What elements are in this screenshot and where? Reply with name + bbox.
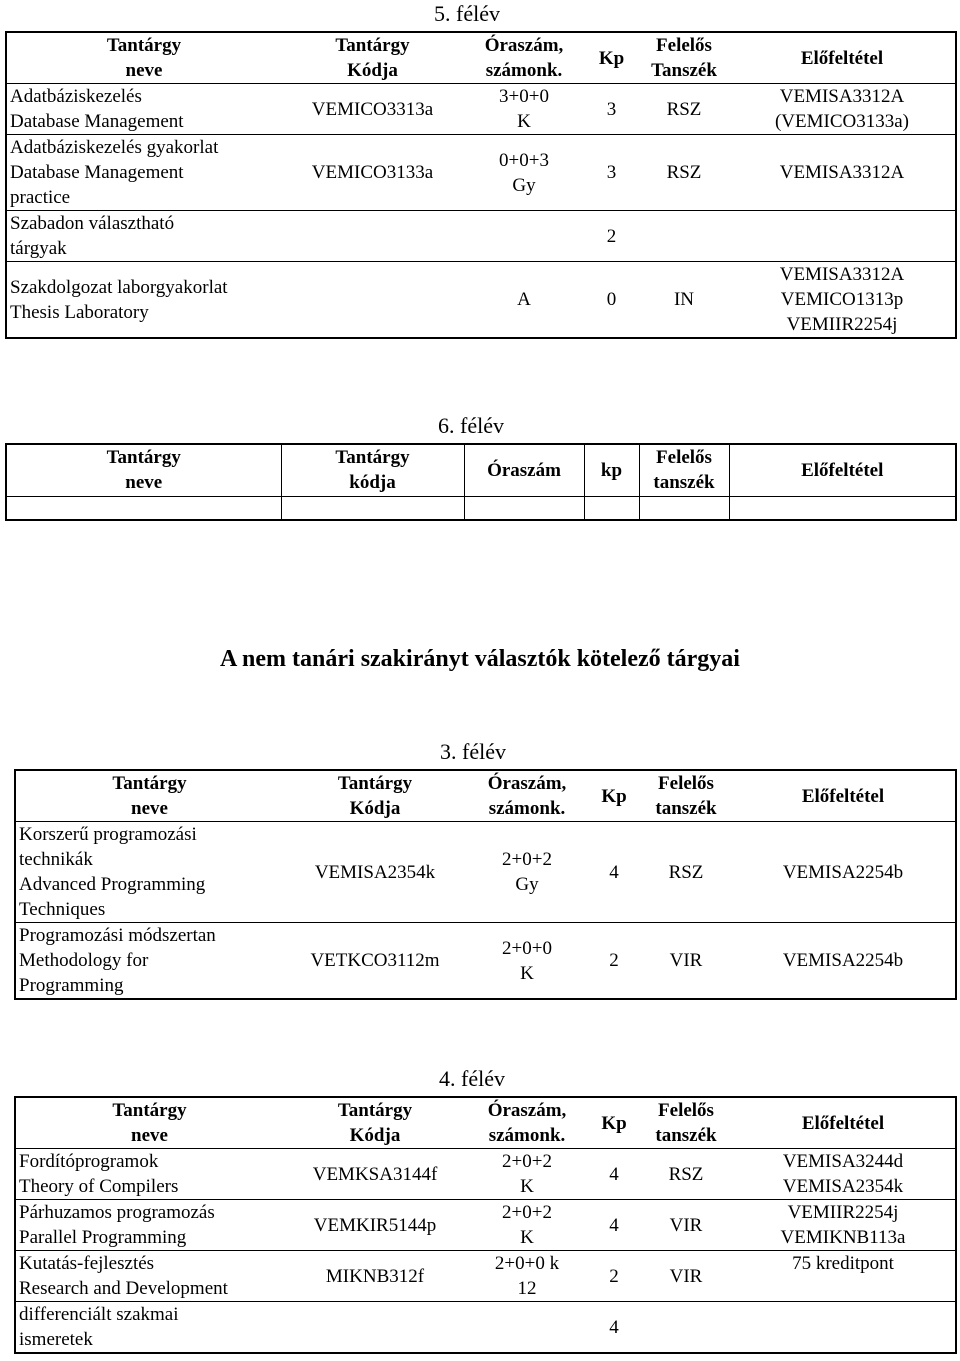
- course-kp: 2: [584, 211, 639, 262]
- table-row: [6, 135, 956, 211]
- table-row: [15, 1200, 956, 1251]
- course-name: Fordítóprogramok Theory of Compilers: [15, 1149, 283, 1200]
- empty-cell: [281, 496, 464, 520]
- course-hours: A: [464, 262, 584, 339]
- course-dept: VIR: [641, 1200, 731, 1251]
- course-table-semester-4: [14, 1096, 957, 1354]
- course-dept: RSZ: [641, 822, 731, 923]
- col-header-code: Tantárgy Kódja: [283, 770, 467, 822]
- section-heading: A nem tanári szakirányt választók kötelező tárgyai: [220, 646, 740, 672]
- col-header-name: Tantárgy neve: [15, 770, 283, 822]
- course-hours: [464, 211, 584, 262]
- col-header-kp: kp: [584, 444, 639, 496]
- course-hours: 2+0+2 K: [467, 1149, 587, 1200]
- course-name: Szabadon választható tárgyak: [6, 211, 281, 262]
- course-name: Párhuzamos programozás Parallel Programming: [15, 1200, 283, 1251]
- col-header-dept: Felelős tanszék: [639, 444, 729, 496]
- table-row: [6, 262, 956, 339]
- course-prereq: [729, 211, 956, 262]
- course-name: Adatbáziskezelés Database Management: [6, 84, 281, 135]
- table-row: [15, 1302, 956, 1354]
- course-code: VEMICO3313a: [281, 84, 464, 135]
- course-hours: 2+0+2 Gy: [467, 822, 587, 923]
- course-prereq: VEMISA3312A: [729, 135, 956, 211]
- course-kp: 0: [584, 262, 639, 339]
- table-header-row: [6, 444, 956, 496]
- table-row: [15, 1251, 956, 1302]
- empty-cell: [639, 496, 729, 520]
- course-code: VETKCO3112m: [283, 923, 467, 1000]
- course-name: differenciált szakmai ismeretek: [15, 1302, 283, 1354]
- table-row: [15, 822, 956, 923]
- col-header-kp: Kp: [587, 1097, 641, 1149]
- col-header-hours: Óraszám: [464, 444, 584, 496]
- course-name: Korszerű programozási technikák Advanced Programming Techniques: [15, 822, 283, 923]
- table-header-row: [15, 770, 956, 822]
- col-header-hours: Óraszám, számonk.: [464, 32, 584, 84]
- col-header-dept: Felelős Tanszék: [639, 32, 729, 84]
- empty-cell: [584, 496, 639, 520]
- course-code: [281, 262, 464, 339]
- course-hours: 2+0+0 K: [467, 923, 587, 1000]
- table-row-empty: [6, 496, 956, 520]
- course-hours: 2+0+2 K: [467, 1200, 587, 1251]
- course-kp: 3: [584, 84, 639, 135]
- col-header-hours: Óraszám, számonk.: [467, 1097, 587, 1149]
- course-prereq: VEMIIR2254j VEMIKNB113a: [731, 1200, 956, 1251]
- course-code: VEMKIR5144p: [283, 1200, 467, 1251]
- course-dept: [639, 211, 729, 262]
- course-kp: 3: [584, 135, 639, 211]
- table-row: [6, 211, 956, 262]
- col-header-dept: Felelős tanszék: [641, 1097, 731, 1149]
- course-kp: 4: [587, 1200, 641, 1251]
- col-header-hours: Óraszám, számonk.: [467, 770, 587, 822]
- course-hours: 0+0+3 Gy: [464, 135, 584, 211]
- course-prereq: VEMISA2254b: [731, 923, 956, 1000]
- course-kp: 2: [587, 923, 641, 1000]
- empty-cell: [464, 496, 584, 520]
- table-row: [6, 84, 956, 135]
- course-prereq: 75 kreditpont: [731, 1251, 956, 1302]
- course-dept: RSZ: [639, 84, 729, 135]
- course-name: Adatbáziskezelés gyakorlat Database Management practice: [6, 135, 281, 211]
- col-header-prereq: Előfeltétel: [731, 1097, 956, 1149]
- course-table-semester-5: [5, 31, 957, 339]
- col-header-name: Tantárgy neve: [15, 1097, 283, 1149]
- course-dept: VIR: [641, 923, 731, 1000]
- course-code: [281, 211, 464, 262]
- course-code: MIKNB312f: [283, 1251, 467, 1302]
- table-row: [15, 1149, 956, 1200]
- course-dept: RSZ: [639, 135, 729, 211]
- col-header-dept: Felelős tanszék: [641, 770, 731, 822]
- course-prereq: VEMISA3244d VEMISA2354k: [731, 1149, 956, 1200]
- course-dept: [641, 1302, 731, 1354]
- semester-title-4: 4. félév: [439, 1066, 505, 1091]
- course-prereq: VEMISA3312A VEMICO1313p VEMIIR2254j: [729, 262, 956, 339]
- table-header-row: [6, 32, 956, 84]
- col-header-kp: Kp: [584, 32, 639, 84]
- course-kp: 4: [587, 822, 641, 923]
- semester-title-3: 3. félév: [440, 739, 506, 764]
- course-hours: [467, 1302, 587, 1354]
- course-name: Programozási módszertan Methodology for Programming: [15, 923, 283, 1000]
- col-header-prereq: Előfeltétel: [729, 444, 956, 496]
- col-header-kp: Kp: [587, 770, 641, 822]
- course-dept: IN: [639, 262, 729, 339]
- col-header-name: Tantárgy neve: [6, 32, 281, 84]
- course-name: Szakdolgozat laborgyakorlat Thesis Laboratory: [6, 262, 281, 339]
- course-code: VEMKSA3144f: [283, 1149, 467, 1200]
- course-kp: 4: [587, 1149, 641, 1200]
- col-header-name: Tantárgy neve: [6, 444, 281, 496]
- table-header-row: [15, 1097, 956, 1149]
- empty-cell: [6, 496, 281, 520]
- empty-cell: [729, 496, 956, 520]
- course-prereq: VEMISA2254b: [731, 822, 956, 923]
- course-code: VEMISA2354k: [283, 822, 467, 923]
- table-row: [15, 923, 956, 1000]
- course-dept: RSZ: [641, 1149, 731, 1200]
- col-header-prereq: Előfeltétel: [731, 770, 956, 822]
- semester-title-5: 5. félév: [434, 1, 500, 26]
- course-name: Kutatás-fejlesztés Research and Development: [15, 1251, 283, 1302]
- col-header-prereq: Előfeltétel: [729, 32, 956, 84]
- course-prereq: [731, 1302, 956, 1354]
- course-table-semester-3: [14, 769, 957, 1000]
- semester-title-6: 6. félév: [438, 413, 504, 438]
- course-kp: 2: [587, 1251, 641, 1302]
- course-code: [283, 1302, 467, 1354]
- course-prereq: VEMISA3312A (VEMICO3133a): [729, 84, 956, 135]
- course-table-semester-6: [5, 443, 957, 521]
- course-hours: 3+0+0 K: [464, 84, 584, 135]
- course-code: VEMICO3133a: [281, 135, 464, 211]
- col-header-code: Tantárgy Kódja: [281, 32, 464, 84]
- col-header-code: Tantárgy Kódja: [283, 1097, 467, 1149]
- course-kp: 4: [587, 1302, 641, 1354]
- course-hours: 2+0+0 k 12: [467, 1251, 587, 1302]
- col-header-code: Tantárgy kódja: [281, 444, 464, 496]
- course-dept: VIR: [641, 1251, 731, 1302]
